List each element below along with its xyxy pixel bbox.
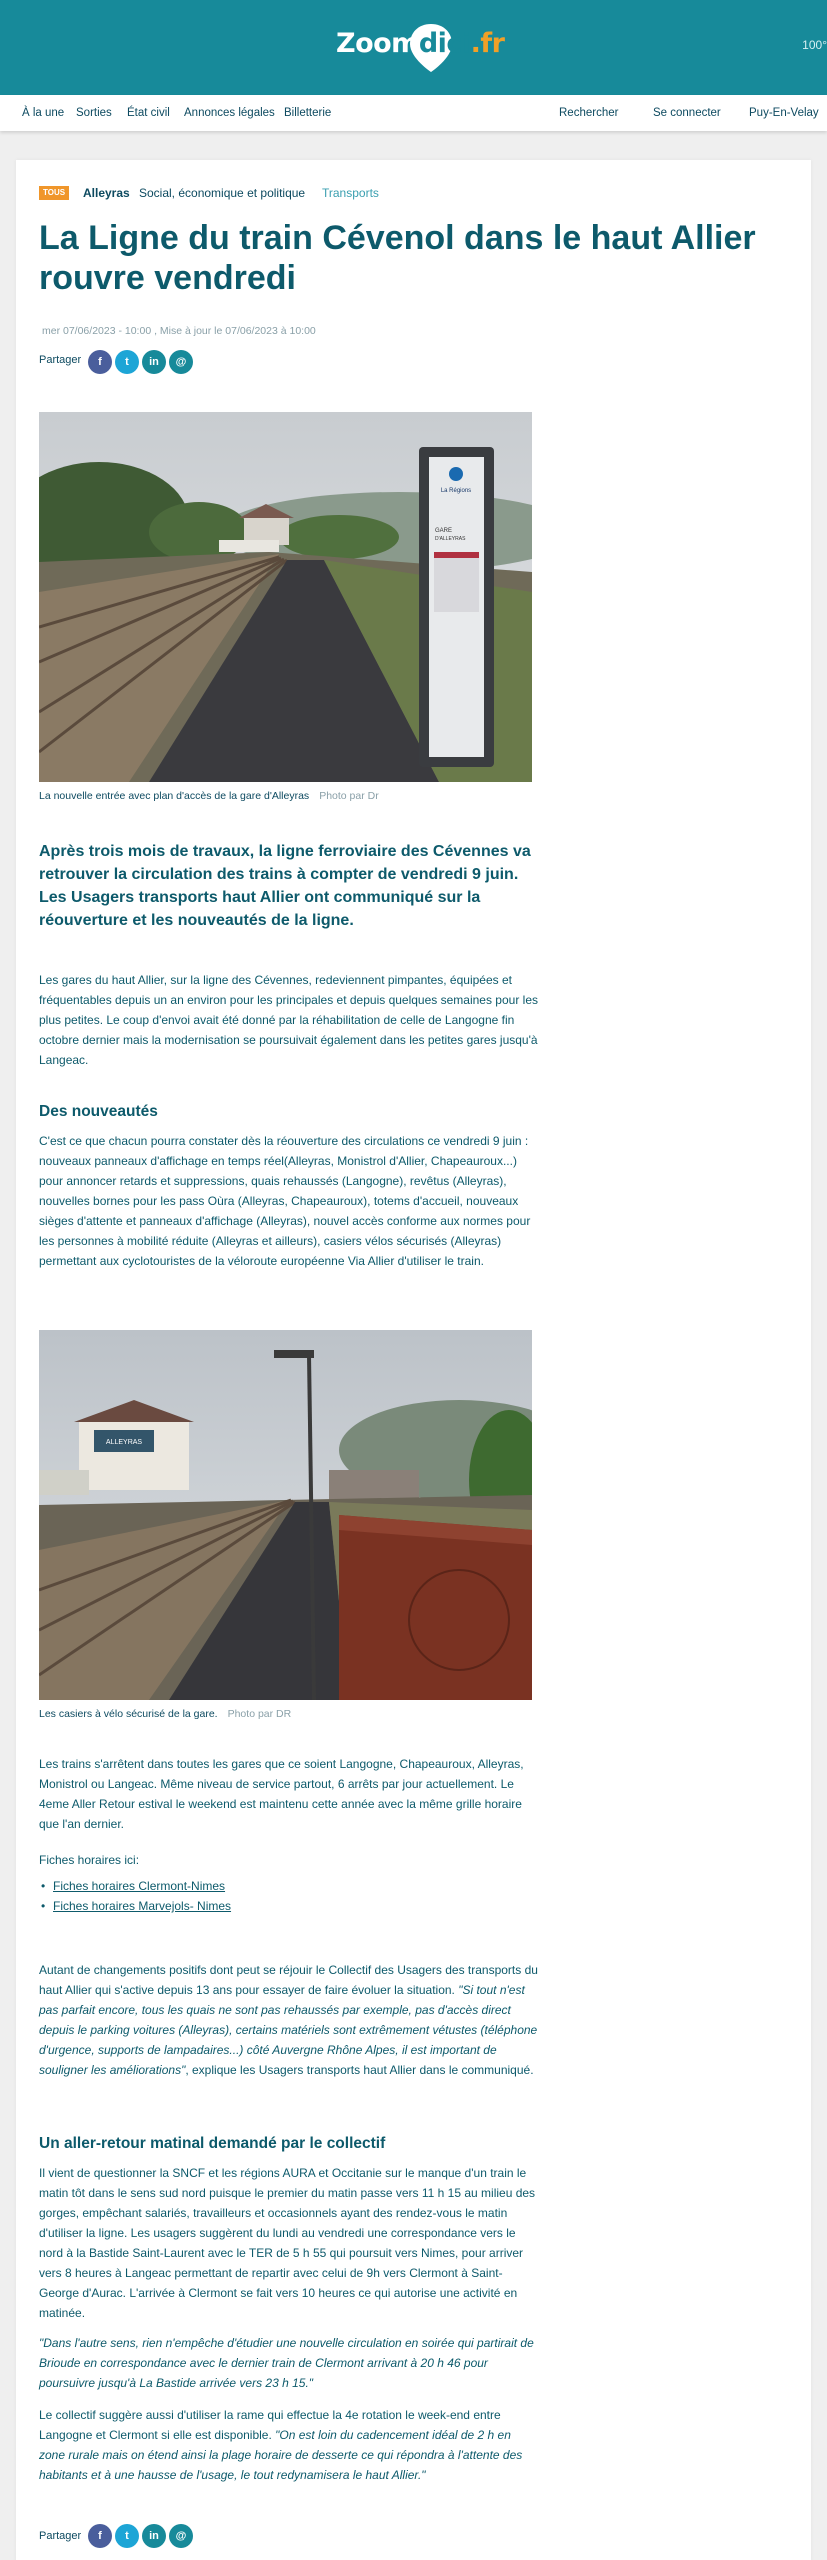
nav-item-etat-civil[interactable]: État civil (127, 107, 170, 119)
paragraph-6: "Dans l'autre sens, rien n'empêche d'étudier une nouvelle circulation en soirée qui partirait de Brioude en correspondance avec le dernier train de Clermont arrivant à 20 h 46 pour poursuivre jusqu'à La Bastide arrivée vers 23 h 15." (39, 2336, 534, 2390)
paragraph-3: Les trains s'arrêtent dans toutes les gares que ce soient Langogne, Chapeauroux, Alleyras, Monistrol ou Langeac. Même niveau de service partout, 6 arrêts par jour actuellement. Le 4eme Aller Retour estival le weekend est maintenu cette année avec la même grille horaire que l'an dernier. (39, 1757, 524, 1831)
twitter-icon[interactable]: t (115, 350, 139, 374)
nav-item-annonces-legales[interactable]: Annonces légales (184, 107, 275, 119)
email-icon[interactable]: @ (169, 350, 193, 374)
nav-location-link[interactable]: Puy-En-Velay (749, 107, 819, 119)
facebook-icon[interactable]: f (88, 350, 112, 374)
paragraph-7-start: Le collectif suggère aussi d'utiliser la rame qui effectue la 4e rotation le week-end entre Langogne et Clermont si elle est disponible. (39, 2408, 501, 2442)
paragraph-5: Il vient de questionner la SNCF et les régions AURA et Occitanie sur le manque d'un train le matin tôt dans le sens sud nord puisque le premier du matin passe vers 11 h 15 au milieu des gorges, empêchant salariés, travailleurs et occasionnels ayant des rendez-vous le matin d'utiliser la ligne. Les usagers suggèrent du lundi au vendredi une correspondance vers le nord à la Bastide Saint-Laurent avec le TER de 5 h 55 qui poursuit vers Nimes, pour arriver vers 8 heures à Langeac permettant de repartir avec celui de 9h vers Clermont à Saint-George d'Aurac. L'arrivée à Clermont se fait vers 10 heures ce qui autorise une activité en matinée. (39, 2166, 536, 2320)
heading-nouveautes: Des nouveautés (39, 1103, 158, 1120)
photo-1-caption: La nouvelle entrée avec plan d'accès de la gare d'Alleyras (39, 790, 310, 802)
paragraph-2: C'est ce que chacun pourra constater dès la réouverture des circulations ce vendredi 9 juin : nouveaux panneaux d'affichage en temps réel(Alleyras, Monistrol d'Allier, Chapeauroux...) pour annoncer retards et suppressions, quais rehaussés (Langogne), revêtus (Alleyras), nouvelles bornes pour les pass Oùra (Alleyras, Chapeauroux), totems d'accueil, nouveaux sièges d'attente et panneaux d'affichage (Alleyras), nouvel accès conforme aux normes pour les personnes à mobilité réduite (Alleyras et ailleurs), casiers vélos sécurisés (Alleyras) permettant aux cyclotouristes de la véloroute européenne Via Allier d'utiliser le train. (39, 1134, 531, 1268)
sign-sub: GARE (435, 528, 453, 534)
header-right-text: 100° (802, 38, 827, 52)
paragraph-1: Les gares du haut Allier, sur la ligne des Cévennes, redeviennent pimpantes, équipées et fréquentables depuis un an environ pour les principales et depuis quelques semaines pour les plus petites. Le coup d'envoi avait été donné par la réhabilitation de celle de Langogne fin octobre dernier mais la modernisation se poursuivait également dans les petites gares jusqu'à Langeac. (39, 973, 538, 1067)
share-label: Partager (39, 354, 82, 366)
paragraph-4-start: Autant de changements positifs dont peut se réjouir le Collectif des Usagers des transports du haut Allier qui s'active depuis 13 ans pour essayer de faire évoluer la situation. (39, 1963, 538, 1997)
list-item (39, 1876, 231, 1896)
article-title: La Ligne du train Cévenol dans le haut Allier rouvre vendredi (39, 219, 756, 297)
nav-item-billetterie[interactable]: Billetterie (284, 107, 332, 119)
fiche-clermont-nimes-link[interactable]: Fiches horaires Clermont-Nimes (53, 1879, 226, 1893)
photo-1-credit: Photo par Dr (319, 790, 379, 802)
twitter-icon[interactable]: t (115, 2524, 139, 2548)
linkedin-icon[interactable]: in (142, 2524, 166, 2548)
main-nav (0, 95, 827, 131)
category-topic[interactable]: Social, économique et politique (139, 186, 306, 200)
article-date: mer 07/06/2023 - 10:00 , Mise à jour le 07/06/2023 à 10:00 (42, 325, 316, 337)
nav-search-link[interactable]: Rechercher (559, 107, 619, 119)
station-sign-text: ALLEYRAS (105, 1439, 143, 1446)
paragraph-4-end: , explique les Usagers transports haut Allier dans le communiqué. (185, 2063, 534, 2077)
share-label-bottom: Partager (39, 2530, 82, 2542)
sign-name: D'ALLEYRAS (435, 536, 466, 542)
article-lead: Après trois mois de travaux, la ligne ferroviaire des Cévennes va retrouver la circulation des trains à compter de vendredi 9 juin. Les Usagers transports haut Allier ont communiqué sur la réouverture et les nouveautés de la ligne. (39, 843, 531, 929)
site-header (0, 0, 827, 95)
category-location[interactable]: Alleyras (83, 186, 130, 200)
heading-aller-retour: Un aller-retour matinal demandé par le collectif (39, 2135, 386, 2152)
fiches-label: Fiches horaires ici: (39, 1853, 140, 1867)
sign-title: La Régions (440, 488, 472, 494)
logo-zoom: Zoom (336, 28, 419, 59)
photo-2-credit: Photo par DR (227, 1708, 292, 1720)
email-icon[interactable]: @ (169, 2524, 193, 2548)
linkedin-icon[interactable]: in (142, 350, 166, 374)
article-photo-1[interactable] (39, 412, 532, 782)
category-sub[interactable]: Transports (322, 186, 379, 200)
nav-item-a-la-une[interactable]: À la une (22, 107, 65, 119)
paragraph-4-quote: "Si tout n'est pas parfait encore, tous les quais ne sont pas rehaussés par exemple, pas d'accès direct depuis le parking voitures (Alleyras), certains matériels sont extrêmement vétustes (téléphone d'urgence, supports de lampadaires...) côté Auvergne Rhône Alpes, il est important de souligner les améliorations" (39, 1983, 538, 2077)
bike-lockers-image (39, 1330, 532, 1700)
paragraph-7-quote: "On est loin du cadencement idéal de 2 h en zone rurale mais on étend ainsi la plage horaire de desserte ce qui répondra à l'attente des habitants et à une hausse de l'usage, le tout redynamisera le haut Allier." (39, 2428, 523, 2482)
fiche-marvejols-nimes-link[interactable]: Fiches horaires Marvejols- Nimes (53, 1899, 232, 1913)
logo-fr: .fr (470, 28, 505, 59)
station-photo-image (39, 412, 532, 782)
nav-login-link[interactable]: Se connecter (653, 107, 721, 119)
list-item (39, 1896, 231, 1916)
paragraph-7 (39, 2405, 539, 2485)
article-photo-2[interactable] (39, 1330, 532, 1700)
category-tag[interactable]: TOUS (39, 186, 69, 200)
paragraph-4 (39, 1960, 539, 2080)
fiches-list (39, 1876, 231, 1916)
facebook-icon[interactable]: f (88, 2524, 112, 2548)
photo-2-caption: Les casiers à vélo sécurisé de la gare. (39, 1708, 218, 1720)
logo-dici: dici (418, 28, 471, 59)
nav-item-sorties[interactable]: Sorties (76, 107, 112, 119)
